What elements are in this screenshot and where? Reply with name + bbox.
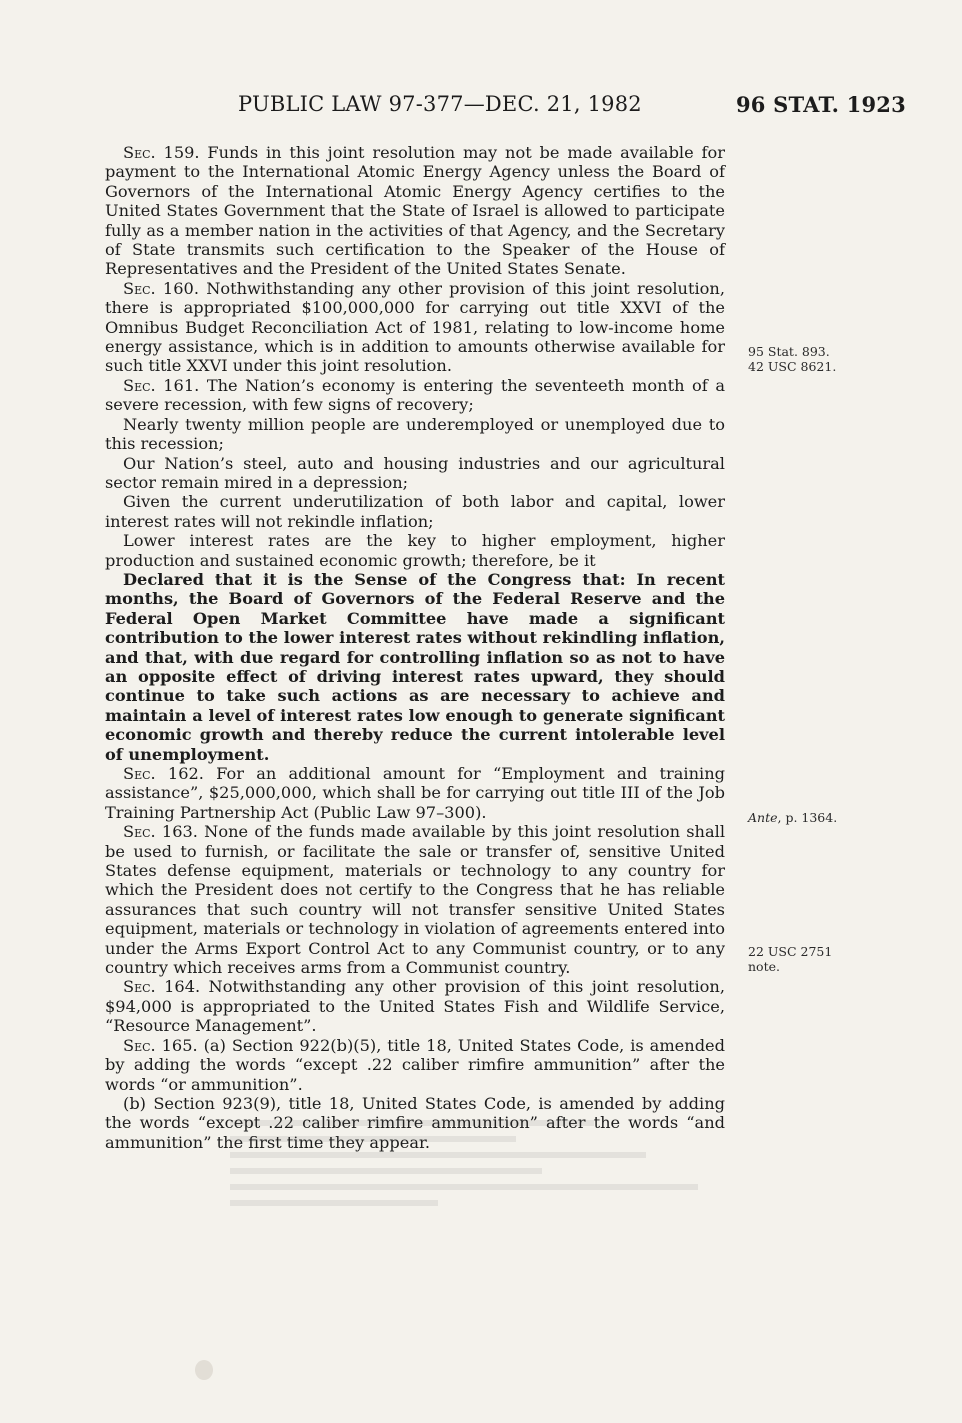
- section-prefix: Sec.: [123, 822, 156, 842]
- statute-page-number: 96 STAT. 1923: [736, 92, 906, 117]
- paragraph-text: 164. Notwithstanding any other provision of this joint resolution, $94,000 is appropriated to the United States Fish and Wildlife Service, “Resource Management”.: [105, 977, 725, 1036]
- paragraph-whereas-underutilization: [105, 492, 725, 531]
- margin-note-95-stat: [748, 344, 898, 374]
- paper-speck: [195, 1360, 213, 1380]
- section-prefix: Sec.: [123, 143, 156, 162]
- page-header: [0, 92, 962, 122]
- paragraph-whereas-unemployed: [105, 415, 725, 454]
- section-prefix: Sec.: [123, 977, 156, 997]
- paragraph-text: 161. The Nation’s economy is entering the seventeeth month of a severe recession, with few signs of recovery;: [105, 375, 725, 415]
- margin-note-line: 22 USC 2751: [748, 944, 833, 959]
- margin-note-line: 95 Stat. 893.: [748, 344, 830, 359]
- section-prefix: Sec.: [123, 375, 156, 395]
- margin-note-ante: [748, 810, 898, 825]
- paragraph-whereas-interest-rates: [105, 531, 725, 570]
- margin-note-line: note.: [748, 959, 780, 974]
- paragraph-whereas-industries: [105, 454, 725, 493]
- section-prefix: Sec.: [123, 1035, 156, 1055]
- paragraph-text: 160. Nothwithstanding any other provision of this joint resolution, there is appropriated $100,000,000 for carrying out title XXVI of the Omnibus Budget Reconciliation Act of 1981, relating to low-income home energy assistance, which is in addition to amounts otherwise available for such title XXVI under this joint resolution.: [105, 278, 725, 376]
- paragraph-text: 165. (a) Section 922(b)(5), title 18, United States Code, is amended by adding the words “except .22 caliber rimfire ammunition” after the words “or ammunition”.: [105, 1035, 725, 1094]
- section-prefix: Sec.: [123, 278, 156, 298]
- paragraph-sec-165-b: [105, 1094, 725, 1152]
- paragraph-sec-159: [105, 143, 725, 279]
- paragraph-sec-165-a: [105, 1036, 725, 1094]
- paragraph-text: (b) Section 923(9), title 18, United States Code, is amended by adding the words “except .22 caliber rimfire ammunition” after the words “and ammunition” the first time they appear.: [105, 1093, 725, 1152]
- margin-note-22-usc: [748, 944, 898, 974]
- margin-note-italic: Ante: [748, 810, 778, 825]
- margin-note-line: 42 USC 8621.: [748, 359, 837, 374]
- paragraph-text: Declared that it is the Sense of the Congress that: In recent months, the Board of Governors of the Federal Reserve and the Federal Open Market Committee have made a significant contribution to the lower interest rates without rekindling inflation, and that, with due regard for controlling inflation so as not to have an opposite effect of driving interest rates upward, they should continue to take such actions as are necessary to achieve and maintain a level of interest rates low enough to generate significant economic growth and thereby reduce the current intolerable level of unemployment.: [105, 569, 725, 764]
- paragraph-sec-162: [105, 764, 725, 822]
- section-prefix: Sec.: [123, 764, 156, 783]
- paragraph-sec-163: [105, 822, 725, 977]
- body-text: [105, 143, 725, 1152]
- paragraph-text: Our Nation’s steel, auto and housing industries and our agricultural sector remain mired in a depression;: [105, 453, 725, 492]
- paragraph-sec-164: [105, 977, 725, 1035]
- margin-note-text: , p. 1364.: [777, 810, 838, 825]
- paragraph-text: 159. Funds in this joint resolution may not be made available for payment to the International Atomic Energy Agency unless the Board of Governors of the International Atomic Energy Agency certifies to the United States Government that the State of Israel is allowed to participate fully as a member nation in the activities of that Agency, and the Secretary of State transmits such certification to the Speaker of the House of Representatives and the President of the United States Senate.: [105, 143, 725, 279]
- paragraph-text: Given the current underutilization of both labor and capital, lower interest rates will not rekindle inflation;: [105, 492, 725, 531]
- paragraph-text: Lower interest rates are the key to higher employment, higher production and sustained economic growth; therefore, be it: [105, 531, 725, 570]
- running-title: PUBLIC LAW 97-377—DEC. 21, 1982: [238, 92, 642, 116]
- paragraph-sense-of-congress: [105, 570, 725, 764]
- paragraph-text: 163. None of the funds made available by this joint resolution shall be used to furnish, or facilitate the sale or transfer of, sensitive United States defense equipment, materials or technology to any country for which the President does not certify to the Congress that he has reliable assurances that such country will not transfer sensitive United States equipment, materials or technology in violation of agreements entered into under the Arms Export Control Act to any Communist country, or to any country which receives arms from a Communist country.: [105, 822, 725, 978]
- paragraph-text: Nearly twenty million people are underemployed or unemployed due to this recession;: [105, 414, 725, 454]
- paragraph-text: 162. For an additional amount for “Employment and training assistance”, $25,000,000, which shall be for carrying out title III of the Job Training Partnership Act (Public Law 97–300).: [105, 764, 725, 822]
- paragraph-sec-161: [105, 376, 725, 415]
- paragraph-sec-160: [105, 279, 725, 376]
